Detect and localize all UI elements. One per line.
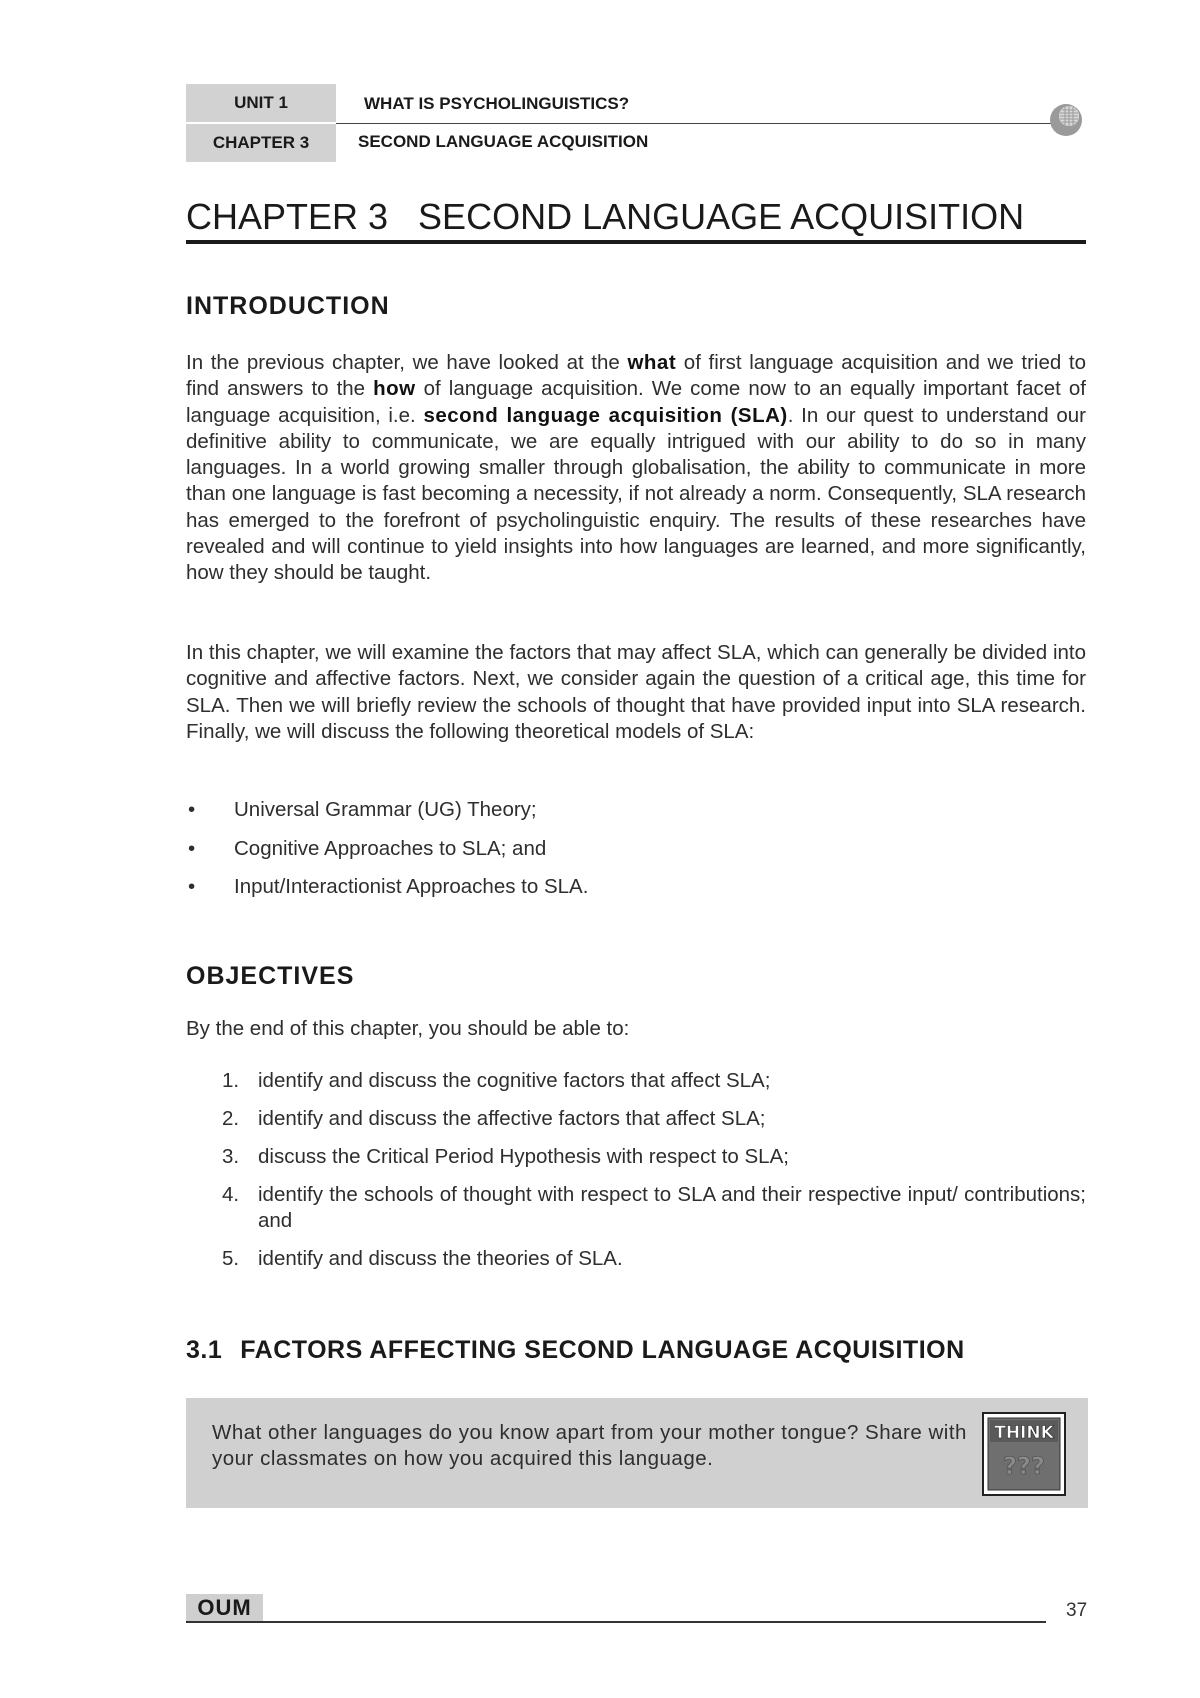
bullet-text: Input/Interactionist Approaches to SLA. — [234, 875, 589, 898]
intro-text-4: . In our quest to understand our definitive ability to communicate, we are equally intrigued with our ability to do so in many languages. In a world growing smaller through globalisation, the ability to communicate in more than one language is fast becoming a necessity, if not already a norm. Consequently, SLA research has emerged to the forefront of psycholinguistic enquiry. The results of these researches have revealed and will continue to yield insights into how languages are learned, and more significantly, how they should be taught. — [186, 403, 1086, 585]
item-text: identify and discuss the theories of SLA. — [258, 1247, 623, 1270]
introduction-paragraph-2: In this chapter, we will examine the factors that may affect SLA, which can generally be divided into cognitive and affective factors. Next, we consider again the question of a critical age, this time for SLA. Then we will briefly review the schools of thought that have provided input into SLA research. Finally, we will discuss the following theoretical models of SLA: — [186, 641, 1086, 743]
footer-divider — [186, 1621, 1046, 1623]
bullet-dot: • — [188, 875, 196, 898]
objectives-intro: By the end of this chapter, you should be able to: — [186, 1017, 630, 1040]
running-header — [186, 84, 1086, 164]
introduction-paragraph-1 — [186, 350, 1086, 587]
list-item — [186, 874, 1086, 913]
item-text: identify and discuss the affective factors that affect SLA; — [258, 1107, 766, 1130]
item-text: discuss the Critical Period Hypothesis with respect to SLA; — [258, 1145, 789, 1168]
think-icon-marks: ??? — [1003, 1452, 1045, 1480]
page-number: 37 — [1066, 1600, 1088, 1621]
chapter-name: SECOND LANGUAGE ACQUISITION — [418, 196, 1025, 237]
item-number: 3. — [222, 1145, 240, 1168]
section-number: 3.1 — [186, 1336, 223, 1364]
footer-brand: OUM — [186, 1594, 263, 1622]
list-item — [186, 1068, 1086, 1094]
intro-text-1: In the previous chapter, we have looked at the — [186, 351, 628, 374]
think-question-icon — [982, 1412, 1066, 1496]
bullet-dot: • — [188, 836, 196, 860]
list-item — [186, 836, 1086, 875]
header-divider — [336, 123, 1076, 124]
list-item — [186, 1246, 1086, 1272]
list-item — [186, 1106, 1086, 1132]
item-number: 1. — [222, 1069, 240, 1092]
item-number: 4. — [222, 1183, 240, 1206]
intro-text-3: of language acquisition. We come now to an equally important facet of language acquisition, i.e. — [186, 377, 1087, 427]
introduction-heading: INTRODUCTION — [186, 292, 390, 320]
list-item — [186, 1144, 1086, 1170]
circular-emblem-icon — [1048, 102, 1084, 138]
intro-bold-what: what — [627, 351, 677, 374]
think-icon-label: THINK — [994, 1423, 1054, 1443]
chapter-header-title: SECOND LANGUAGE ACQUISITION — [358, 132, 649, 151]
objectives-heading: OBJECTIVES — [186, 962, 355, 990]
item-text: identify and discuss the cognitive factors that affect SLA; — [258, 1069, 771, 1092]
think-prompt: What other languages do you know apart from your mother tongue? Share with your classmates on how you acquired this language. — [212, 1421, 967, 1470]
chapter-title-rule — [186, 240, 1086, 244]
think-activity-box — [186, 1398, 1088, 1508]
section-title: FACTORS AFFECTING SECOND LANGUAGE ACQUISITION — [240, 1336, 965, 1364]
section-heading — [186, 1336, 965, 1365]
intro-bold-how: how — [373, 377, 416, 401]
item-number: 2. — [222, 1107, 240, 1130]
bullet-text: Cognitive Approaches to SLA; and — [234, 836, 547, 860]
bullet-dot: • — [188, 798, 196, 821]
bullet-text: Universal Grammar (UG) Theory; — [234, 798, 537, 821]
list-item — [186, 797, 1086, 836]
item-number: 5. — [222, 1247, 240, 1270]
list-item — [186, 1182, 1086, 1234]
chapter-number: CHAPTER 3 — [186, 196, 389, 237]
theory-bullet-list — [186, 797, 1086, 913]
chapter-title — [186, 196, 1086, 238]
intro-text-2: of first language acquisition and we tried to find answers to the — [186, 351, 1087, 401]
item-text: identify the schools of thought with respect to SLA and their respective input/ contributions; and — [258, 1183, 1086, 1232]
unit-title: WHAT IS PSYCHOLINGUISTICS? — [364, 94, 630, 113]
intro-bold-sla: second language acquisition (SLA) — [423, 403, 788, 427]
chapter-label: CHAPTER 3 — [186, 124, 336, 162]
unit-label: UNIT 1 — [186, 84, 336, 122]
objectives-list — [186, 1068, 1086, 1284]
